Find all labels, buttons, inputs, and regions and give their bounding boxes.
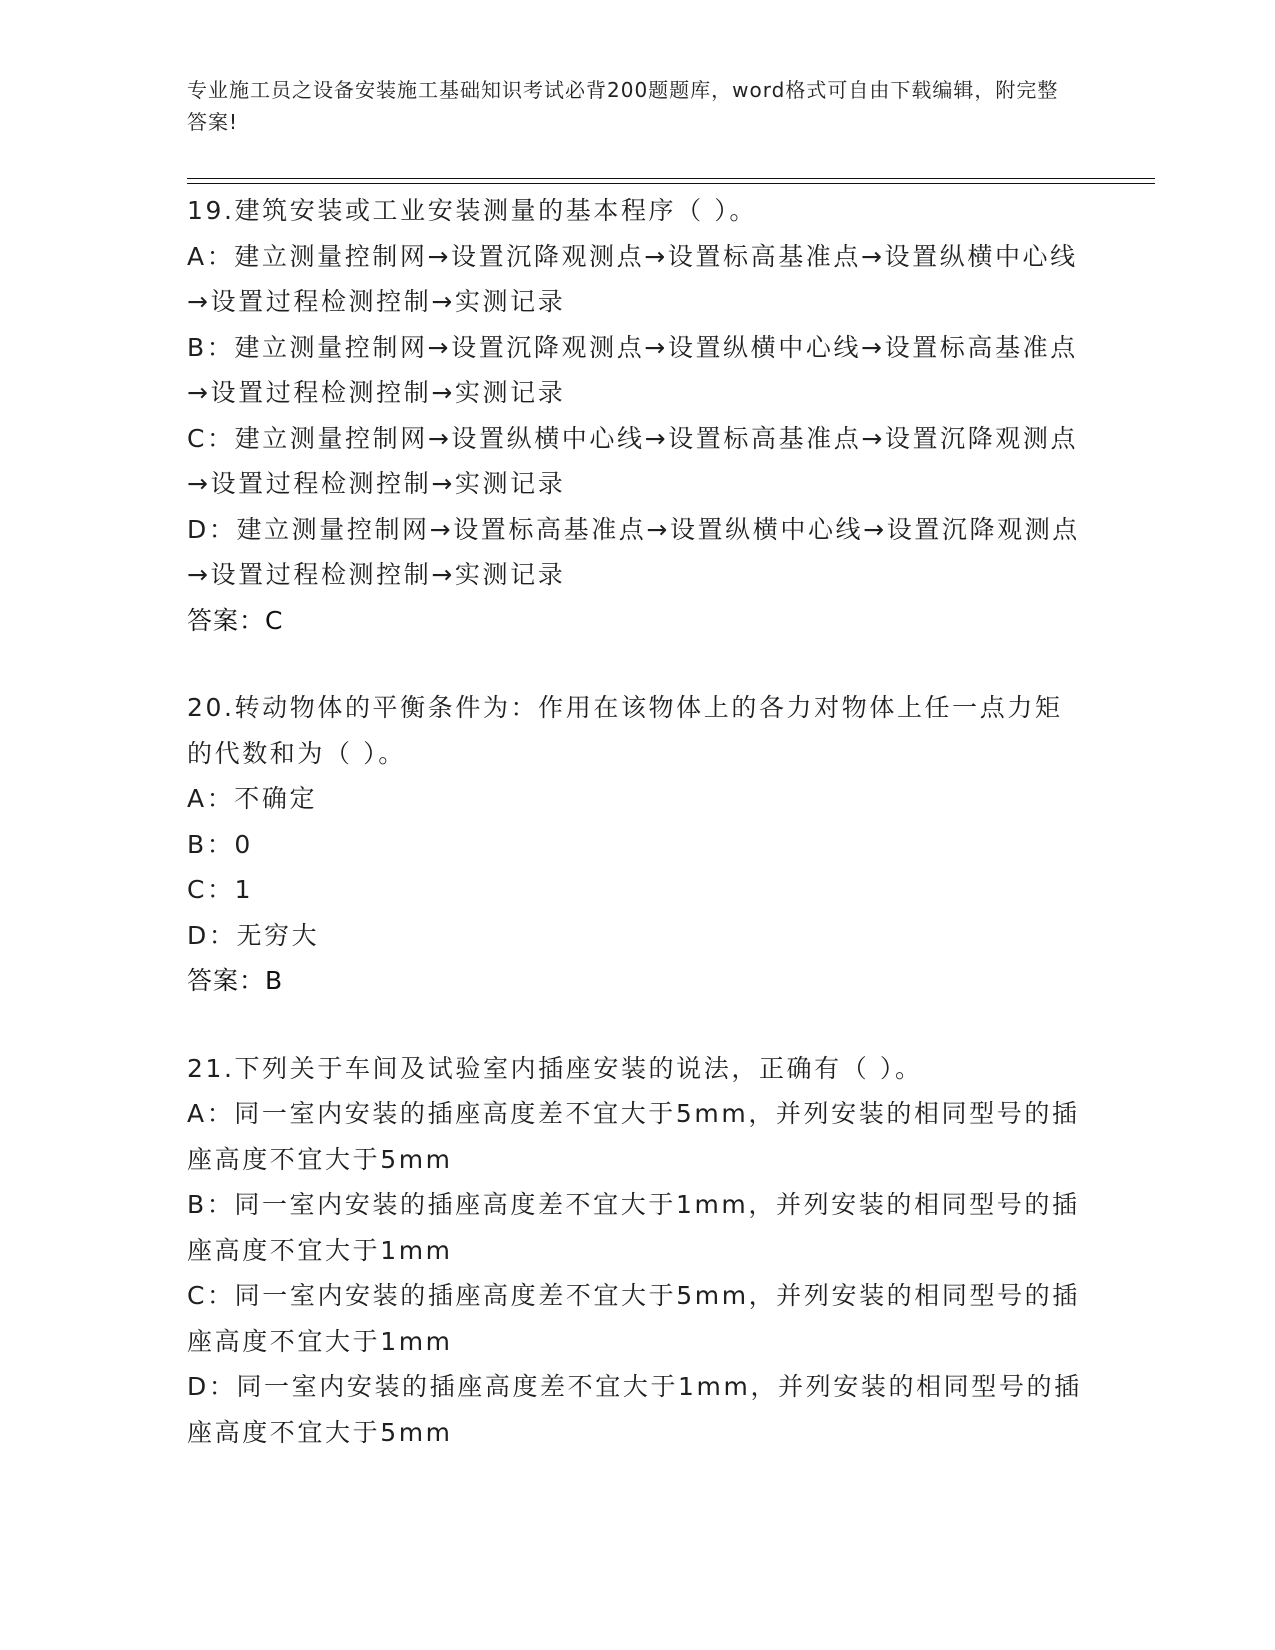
option-c: C：1 — [187, 875, 254, 904]
question-21 — [187, 1046, 1087, 1456]
option-a: A：不确定 — [187, 784, 318, 813]
answer: 答案：B — [187, 966, 284, 995]
question-list — [187, 188, 1087, 1497]
option-c: C：同一室内安装的插座高度差不宜大于5mm，并列安装的相同型号的插座高度不宜大于1mm — [187, 1281, 1080, 1356]
header-divider-bottom — [187, 183, 1155, 184]
question-19 — [187, 188, 1087, 643]
option-b: B：0 — [187, 829, 253, 859]
document-header: 专业施工员之设备安装施工基础知识考试必背200题题库，word格式可自由下载编辑，附完整答案! — [187, 78, 1059, 134]
option-b: B：建立测量控制网→设置沉降观测点→设置纵横中心线→设置标高基准点→设置过程检测控制→实测记录 — [187, 332, 1078, 407]
option-a: A：建立测量控制网→设置沉降观测点→设置标高基准点→设置纵横中心线→设置过程检测控制→实测记录 — [187, 241, 1078, 316]
answer: 答案：C — [187, 605, 284, 635]
question-stem: 20.转动物体的平衡条件为：作用在该物体上的各力对物体上任一点力矩的代数和为（ ）。 — [187, 693, 1063, 768]
option-d: D：无穷大 — [187, 920, 320, 950]
option-b: B：同一室内安装的插座高度差不宜大于1mm，并列安装的相同型号的插座高度不宜大于1mm — [187, 1190, 1080, 1265]
option-d: D：同一室内安装的插座高度差不宜大于1mm，并列安装的相同型号的插座高度不宜大于5mm — [187, 1372, 1082, 1447]
option-c: C：建立测量控制网→设置纵横中心线→设置标高基准点→设置沉降观测点→设置过程检测控制→实测记录 — [187, 423, 1079, 498]
header-divider-top — [187, 178, 1155, 179]
question-20 — [187, 685, 1087, 1004]
question-stem: 19.建筑安装或工业安装测量的基本程序（ ）。 — [187, 196, 758, 225]
option-d: D：建立测量控制网→设置标高基准点→设置纵横中心线→设置沉降观测点→设置过程检测控制→实测记录 — [187, 514, 1080, 589]
option-a: A：同一室内安装的插座高度差不宜大于5mm，并列安装的相同型号的插座高度不宜大于5mm — [187, 1099, 1080, 1174]
question-stem: 21.下列关于车间及试验室内插座安装的说法，正确有（ ）。 — [187, 1053, 923, 1083]
